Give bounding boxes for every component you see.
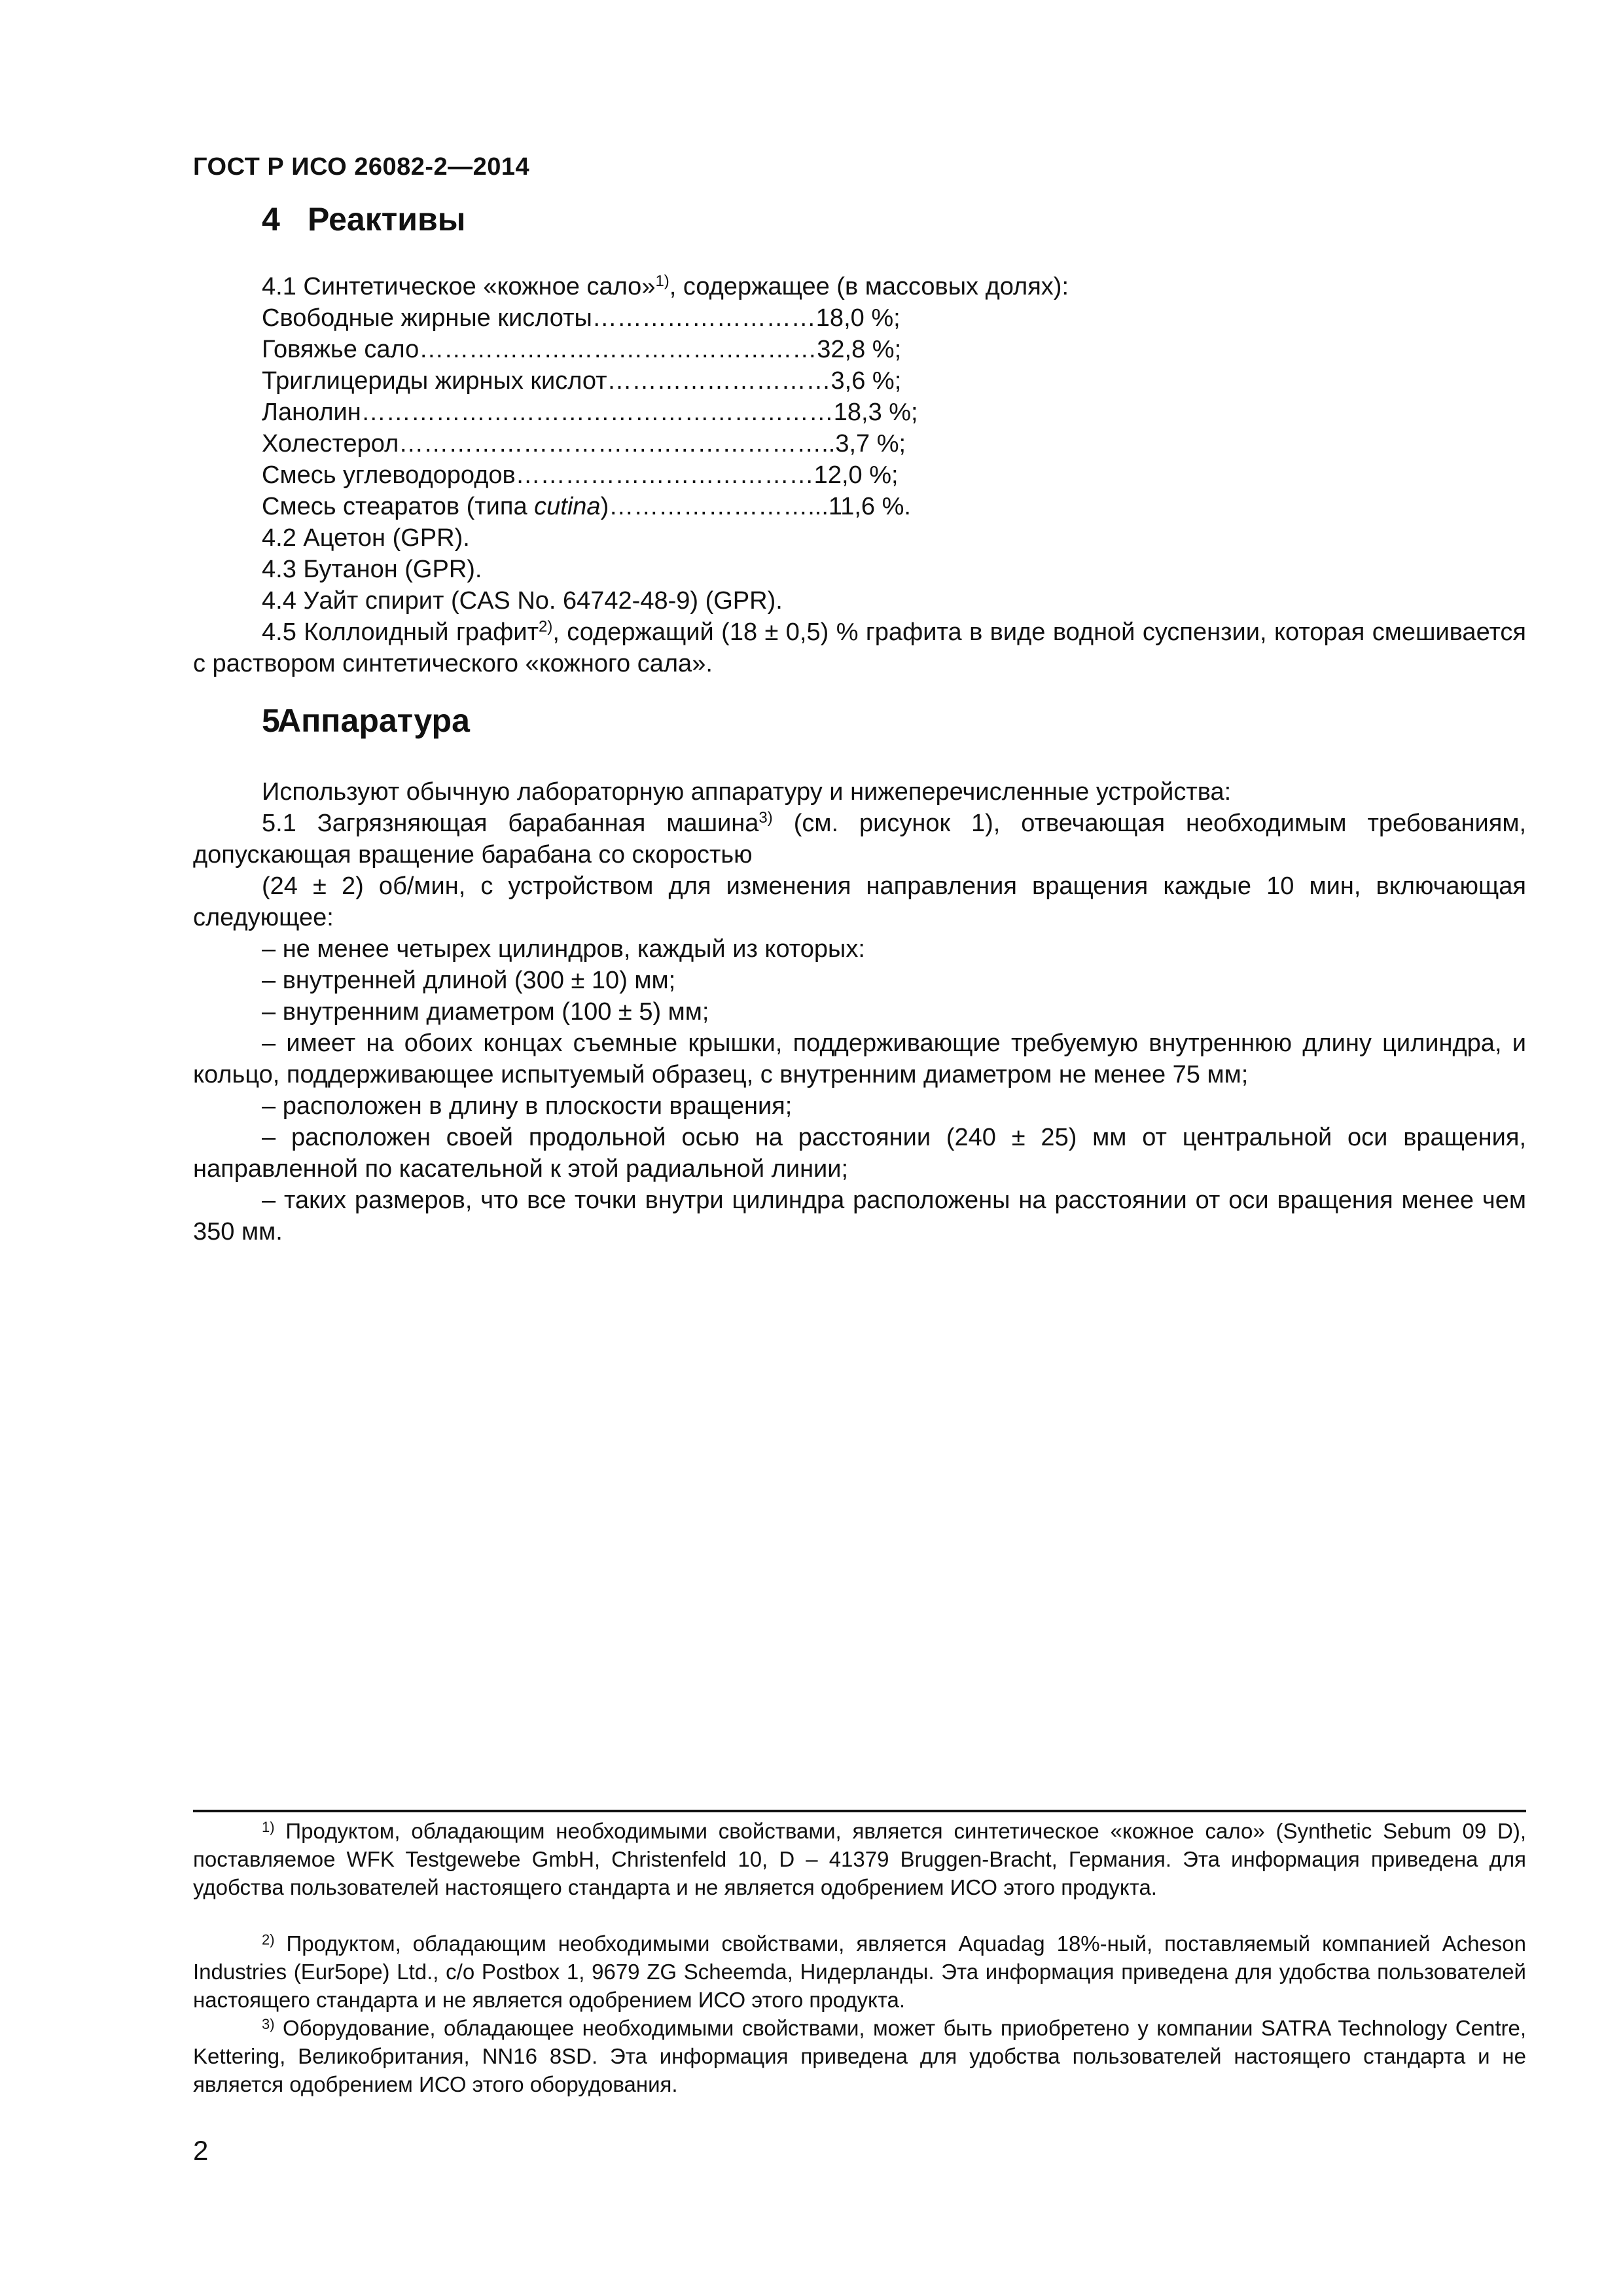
list-item: – таких размеров, что все точки внутри цилиндра расположены на расстоянии от оси вращения менее чем 350 мм. [193, 1187, 1526, 1246]
item-4-4: 4.4 Уайт спирит (CAS No. 64742-48-9) (GPR). [262, 587, 783, 615]
component-row: Смесь углеводородов………………………………12,0 %; [262, 461, 899, 489]
list-item: – имеет на обоих концах съемные крышки, поддерживающие требуемую внутреннюю длину цилиндра, и кольцо, поддерживающее испытуемый образец, с внутренним диаметром не менее 75 мм; [193, 1030, 1526, 1088]
footnote-ref-3: 3) [758, 809, 773, 827]
footnote-ref-2: 2) [538, 618, 553, 636]
list-item: – не менее четырех цилиндров, каждый из которых: [262, 935, 865, 963]
list-item: – расположен своей продольной осью на расстоянии (240 ± 25) мм от центральной оси вращения, направленной по касательной к этой радиальной линии; [193, 1124, 1526, 1183]
footnote-3-mark: 3) [262, 2016, 275, 2032]
item-4-3: 4.3 Бутанон (GPR). [262, 556, 482, 583]
footnote-2-mark: 2) [262, 1931, 275, 1948]
rotation-speed-paragraph: (24 ± 2) об/мин, с устройством для изменения направления вращения каждые 10 мин, включающая следующее: [193, 872, 1526, 931]
component-row: Ланолин…………………………………………………18,3 %; [262, 399, 918, 426]
stearates-value: )……………………...11,6 %. [600, 493, 911, 520]
section-4-heading [262, 200, 465, 238]
section-4-title: Реактивы [308, 201, 466, 238]
component-row: Холестерол……………………………………………..3,7 %; [262, 430, 906, 457]
item-4-2: 4.2 Ацетон (GPR). [262, 524, 470, 552]
item-4-1 [262, 271, 1069, 302]
item-5-1-text: 5.1 Загрязняющая барабанная машина [262, 810, 759, 837]
component-row: Свободные жирные кислоты………………………18,0 %; [262, 304, 901, 332]
stearates-italic: cutina [534, 493, 601, 520]
item-4-1-text: 4.1 Синтетическое «кожное сало» [262, 273, 656, 300]
list-item: – внутренним диаметром (100 ± 5) мм; [262, 998, 709, 1026]
component-row-stearates [262, 491, 911, 522]
footnote-3 [193, 2014, 1526, 2098]
stearates-text: Смесь стеаратов (типа [262, 493, 535, 520]
document-code-header: ГОСТ Р ИСО 26082-2—2014 [193, 153, 530, 181]
footnote-3-text: Оборудование, обладающее необходимыми свойствами, может быть приобретено у компании SATRA Technology Centre, Kettering, Великобритания, NN16 8SD. Эта информация приведена для удобства пользователей настоящего стандарта и не является одобрением ИСО этого оборудования. [193, 2016, 1526, 2096]
footnote-separator [193, 1810, 1526, 1812]
footnote-1-text: Продуктом, обладающим необходимыми свойствами, является синтетическое «кожное сало» (Synthetic Sebum 09 D), поставляемое WFK Testgewebe GmbH, Christenfeld 10, D – 41379 Bruggen-Bracht, Германия. Эта информация приведена для удобства пользователей настоящего стандарта и не является одобрением ИСО этого продукта. [193, 1819, 1526, 1899]
footnote-2 [193, 1929, 1526, 2014]
component-row: Говяжье сало…………………………………………32,8 %; [262, 336, 902, 363]
footnote-1-mark: 1) [262, 1819, 275, 1835]
page-number: 2 [193, 2135, 209, 2166]
item-4-5-text: 4.5 Коллоидный графит [262, 619, 539, 646]
list-item: – расположен в длину в плоскости вращения; [262, 1092, 793, 1120]
item-4-1-text-cont: , содержащее (в массовых долях): [669, 273, 1069, 300]
footnote-2-text: Продуктом, обладающим необходимыми свойствами, является Aquadag 18%-ный, поставляемый компанией Acheson Industries (Eur5ope) Ltd., c/o Postbox 1, 9679 ZG Scheemda, Нидерланды. Эта информация приведена для удобства пользователей настоящего стандарта и не является одобрением ИСО этого продукта. [193, 1931, 1526, 2012]
section-5-heading: 5Аппаратура [262, 702, 470, 739]
item-5-1 [193, 808, 1526, 870]
section-5-title: Аппаратура [277, 702, 470, 739]
section-5-intro: Используют обычную лабораторную аппаратуру и нижеперечисленные устройства: [262, 778, 1232, 806]
footnote-1 [193, 1817, 1526, 1901]
component-row: Триглицериды жирных кислот………………………3,6 %; [262, 367, 902, 395]
list-item: – внутренней длиной (300 ± 10) мм; [262, 967, 676, 994]
footnote-ref-1: 1) [655, 272, 669, 290]
item-4-5 [193, 617, 1526, 679]
item-5-1-text-cont: (см. рисунок 1), отвечающая необходимым требованиям, допускающая вращение барабана со скоростью [193, 810, 1527, 869]
section-4-number: 4 [262, 201, 280, 238]
item-4-5-text-cont: , содержащий (18 ± 0,5) % графита в виде водной суспензии, которая смешивается с раствором синтетического «кожного сала». [193, 619, 1526, 677]
